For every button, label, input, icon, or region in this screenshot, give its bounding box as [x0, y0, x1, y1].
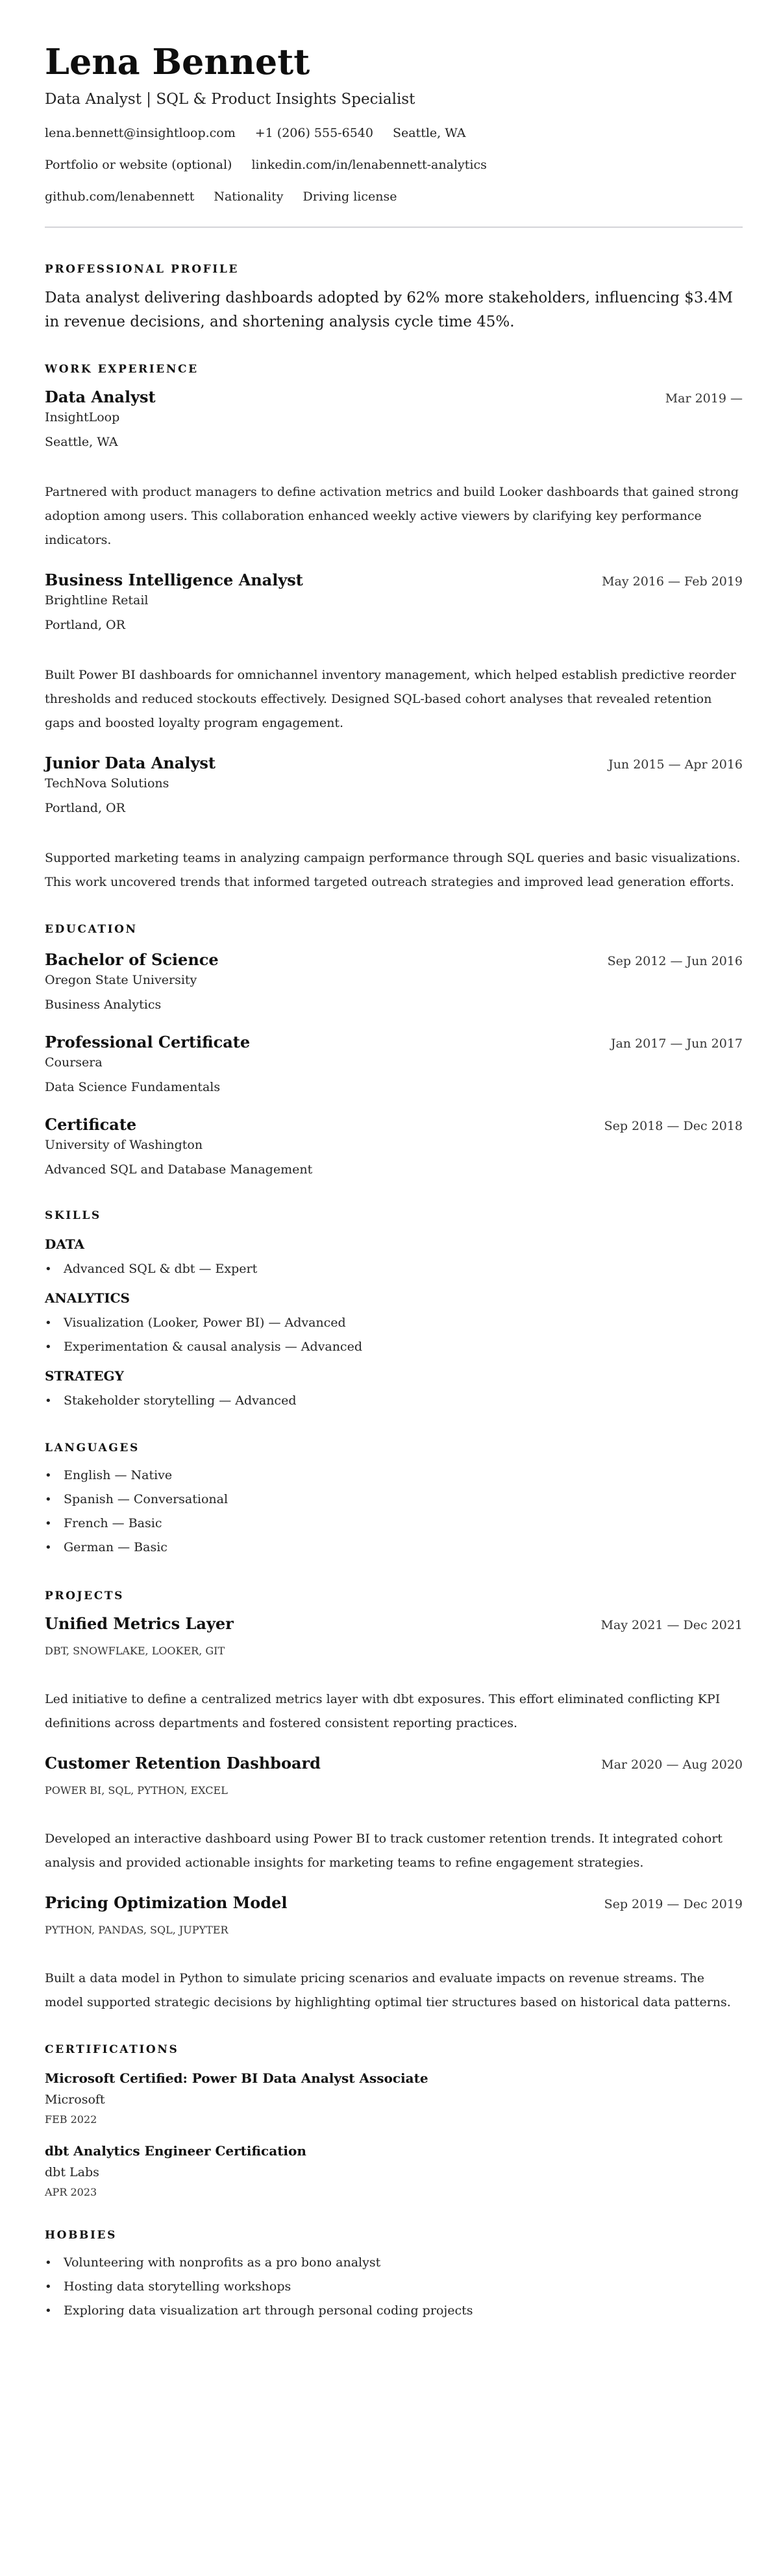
- job-title: Junior Data Analyst: [45, 754, 216, 772]
- contact-location: Seattle, WA: [392, 126, 466, 140]
- skill-item: • Stakeholder storytelling — Advanced: [45, 1389, 743, 1413]
- entry-header: [45, 1893, 743, 1913]
- skill-list: [45, 1389, 743, 1413]
- profile-summary: Data analyst delivering dashboards adopted by 62% more stakeholders, influencing $3.4M in revenue decisions, and shortening analysis cycle time 45%.: [45, 289, 733, 330]
- skill-category-name: STRATEGY: [45, 1368, 124, 1384]
- contact-row-3: [45, 188, 743, 206]
- entry-header: [45, 950, 743, 970]
- job-location: Portland, OR: [45, 801, 125, 815]
- education-dates: Jan 2017 — Jun 2017: [610, 1037, 743, 1051]
- skill-item: • Advanced SQL & dbt — Expert: [45, 1257, 743, 1281]
- project-name: Pricing Optimization Model: [45, 1893, 288, 1912]
- certification-issuer: Microsoft: [45, 2092, 105, 2107]
- education-field: Advanced SQL and Database Management: [45, 1162, 313, 1177]
- hobby-item: • Exploring data visualization art through personal coding projects: [45, 2299, 743, 2323]
- contact-portfolio[interactable]: Portfolio or website (optional): [45, 158, 232, 172]
- skill-item: • Experimentation & causal analysis — Advanced: [45, 1335, 743, 1359]
- certification-entry: [45, 2069, 743, 2128]
- experience-entry: [45, 754, 743, 894]
- section-education: [45, 922, 743, 1179]
- entry-header: [45, 1754, 743, 1774]
- certification-date: APR 2023: [45, 2186, 97, 2198]
- job-description: Supported marketing teams in analyzing campaign performance through SQL queries and basic visualizations. This work uncovered trends that informed targeted outreach strategies and improved lead generation efforts.: [45, 851, 741, 889]
- entry-header: [45, 1614, 743, 1634]
- project-entry: [45, 1893, 743, 2015]
- project-name: Customer Retention Dashboard: [45, 1754, 321, 1773]
- job-title: Data Analyst: [45, 387, 156, 406]
- project-description: Led initiative to define a centralized metrics layer with dbt exposures. This effort eliminated conflicting KPI definitions across departments and fostered consistent reporting practices.: [45, 1692, 721, 1730]
- education-field: Data Science Fundamentals: [45, 1080, 221, 1094]
- job-dates: Mar 2019 —: [665, 391, 743, 406]
- education-institution: Oregon State University: [45, 973, 197, 987]
- education-institution: Coursera: [45, 1055, 103, 1070]
- project-tech-stack: DBT, SNOWFLAKE, LOOKER, GIT: [45, 1645, 225, 1657]
- contact-driving-license: Driving license: [303, 190, 397, 204]
- project-dates: Mar 2020 — Aug 2020: [601, 1758, 743, 1772]
- project-description: Developed an interactive dashboard using Power BI to track customer retention trends. It integrated cohort analysis and provided actionable insights for marketing teams to refine engagement strategies.: [45, 1832, 723, 1870]
- degree-title: Professional Certificate: [45, 1033, 251, 1051]
- section-title-experience: WORK EXPERIENCE: [45, 363, 199, 376]
- project-description: Built a data model in Python to simulate pricing scenarios and evaluate impacts on revenue streams. The model supported strategic decisions by highlighting optimal tier structures based on historical data patterns.: [45, 1971, 731, 2009]
- section-title-skills: SKILLS: [45, 1209, 101, 1222]
- education-dates: Sep 2012 — Jun 2016: [607, 954, 743, 968]
- contact-phone[interactable]: +1 (206) 555-6540: [254, 126, 373, 140]
- candidate-name: Lena Bennett: [45, 41, 310, 82]
- education-entry: [45, 950, 743, 1014]
- job-dates: Jun 2015 — Apr 2016: [608, 757, 743, 772]
- section-title-languages: LANGUAGES: [45, 1441, 140, 1454]
- section-skills: [45, 1208, 743, 1413]
- education-field: Business Analytics: [45, 998, 162, 1012]
- section-projects: [45, 1588, 743, 2015]
- language-item: • English — Native: [45, 1464, 743, 1488]
- hobby-item: • Hosting data storytelling workshops: [45, 2275, 743, 2299]
- section-profile: [45, 262, 743, 334]
- section-title-certifications: CERTIFICATIONS: [45, 2043, 179, 2056]
- language-item: • Spanish — Conversational: [45, 1488, 743, 1512]
- certification-name: dbt Analytics Engineer Certification: [45, 2143, 306, 2159]
- experience-entry: [45, 387, 743, 552]
- education-entry: [45, 1033, 743, 1097]
- skill-item: • Visualization (Looker, Power BI) — Advanced: [45, 1311, 743, 1335]
- experience-entry: [45, 570, 743, 735]
- job-location: Seattle, WA: [45, 435, 118, 449]
- degree-title: Bachelor of Science: [45, 950, 219, 969]
- entry-header: [45, 387, 743, 408]
- contact-nationality: Nationality: [214, 190, 284, 204]
- certification-issuer: dbt Labs: [45, 2165, 99, 2179]
- section-experience: [45, 362, 743, 894]
- certification-date: FEB 2022: [45, 2113, 97, 2126]
- candidate-headline: Data Analyst | SQL & Product Insights Specialist: [45, 91, 415, 108]
- job-title: Business Intelligence Analyst: [45, 570, 303, 589]
- job-dates: May 2016 — Feb 2019: [602, 574, 743, 589]
- skill-list: [45, 1257, 743, 1281]
- skill-category-name: DATA: [45, 1236, 85, 1252]
- project-dates: May 2021 — Dec 2021: [600, 1618, 743, 1632]
- contact-email[interactable]: lena.bennett@insightloop.com: [45, 126, 236, 140]
- skill-category: [45, 1367, 743, 1413]
- job-description: Built Power BI dashboards for omnichannel inventory management, which helped establish predictive reorder thresholds and reduced stockouts effectively. Designed SQL-based cohort analyses that revealed retention gaps and boosted loyalty program engagement.: [45, 668, 736, 730]
- education-entry: [45, 1115, 743, 1179]
- section-title-profile: PROFESSIONAL PROFILE: [45, 263, 239, 276]
- skill-category: [45, 1289, 743, 1359]
- project-tech-stack: POWER BI, SQL, PYTHON, EXCEL: [45, 1784, 228, 1797]
- certification-name: Microsoft Certified: Power BI Data Analyst Associate: [45, 2070, 428, 2086]
- skill-category-name: ANALYTICS: [45, 1290, 130, 1306]
- skill-list: [45, 1311, 743, 1359]
- contact-row-2: [45, 156, 743, 174]
- entry-header: [45, 570, 743, 591]
- job-location: Portland, OR: [45, 618, 125, 632]
- hobby-list: [45, 2251, 743, 2323]
- certification-entry: [45, 2142, 743, 2200]
- section-certifications: [45, 2042, 743, 2200]
- project-name: Unified Metrics Layer: [45, 1614, 234, 1633]
- hobby-item: • Volunteering with nonprofits as a pro bono analyst: [45, 2251, 743, 2275]
- job-company: TechNova Solutions: [45, 776, 169, 791]
- education-dates: Sep 2018 — Dec 2018: [604, 1119, 743, 1133]
- project-entry: [45, 1614, 743, 1736]
- entry-header: [45, 1033, 743, 1053]
- entry-header: [45, 1115, 743, 1135]
- contact-github[interactable]: github.com/lenabennett: [45, 190, 195, 204]
- section-hobbies: [45, 2227, 743, 2323]
- entry-header: [45, 754, 743, 774]
- job-description: Partnered with product managers to define activation metrics and build Looker dashboards that gained strong adoption among users. This collaboration enhanced weekly active viewers by clarifying key performance indicators.: [45, 485, 739, 547]
- project-dates: Sep 2019 — Dec 2019: [604, 1897, 743, 1911]
- section-title-hobbies: HOBBIES: [45, 2229, 117, 2242]
- section-languages: [45, 1440, 743, 1560]
- education-institution: University of Washington: [45, 1138, 203, 1152]
- language-item: • French — Basic: [45, 1512, 743, 1536]
- language-list: [45, 1464, 743, 1560]
- skill-category: [45, 1235, 743, 1281]
- contact-row-1: [45, 124, 743, 142]
- resume-header: [45, 39, 743, 228]
- project-entry: [45, 1754, 743, 1875]
- header-divider: [45, 227, 743, 228]
- job-company: InsightLoop: [45, 410, 120, 424]
- project-tech-stack: PYTHON, PANDAS, SQL, JUPYTER: [45, 1924, 229, 1936]
- language-item: • German — Basic: [45, 1536, 743, 1560]
- section-title-projects: PROJECTS: [45, 1589, 124, 1602]
- job-company: Brightline Retail: [45, 593, 149, 607]
- contact-linkedin[interactable]: linkedin.com/in/lenabennett-analytics: [251, 158, 487, 172]
- section-title-education: EDUCATION: [45, 923, 138, 936]
- degree-title: Certificate: [45, 1115, 137, 1134]
